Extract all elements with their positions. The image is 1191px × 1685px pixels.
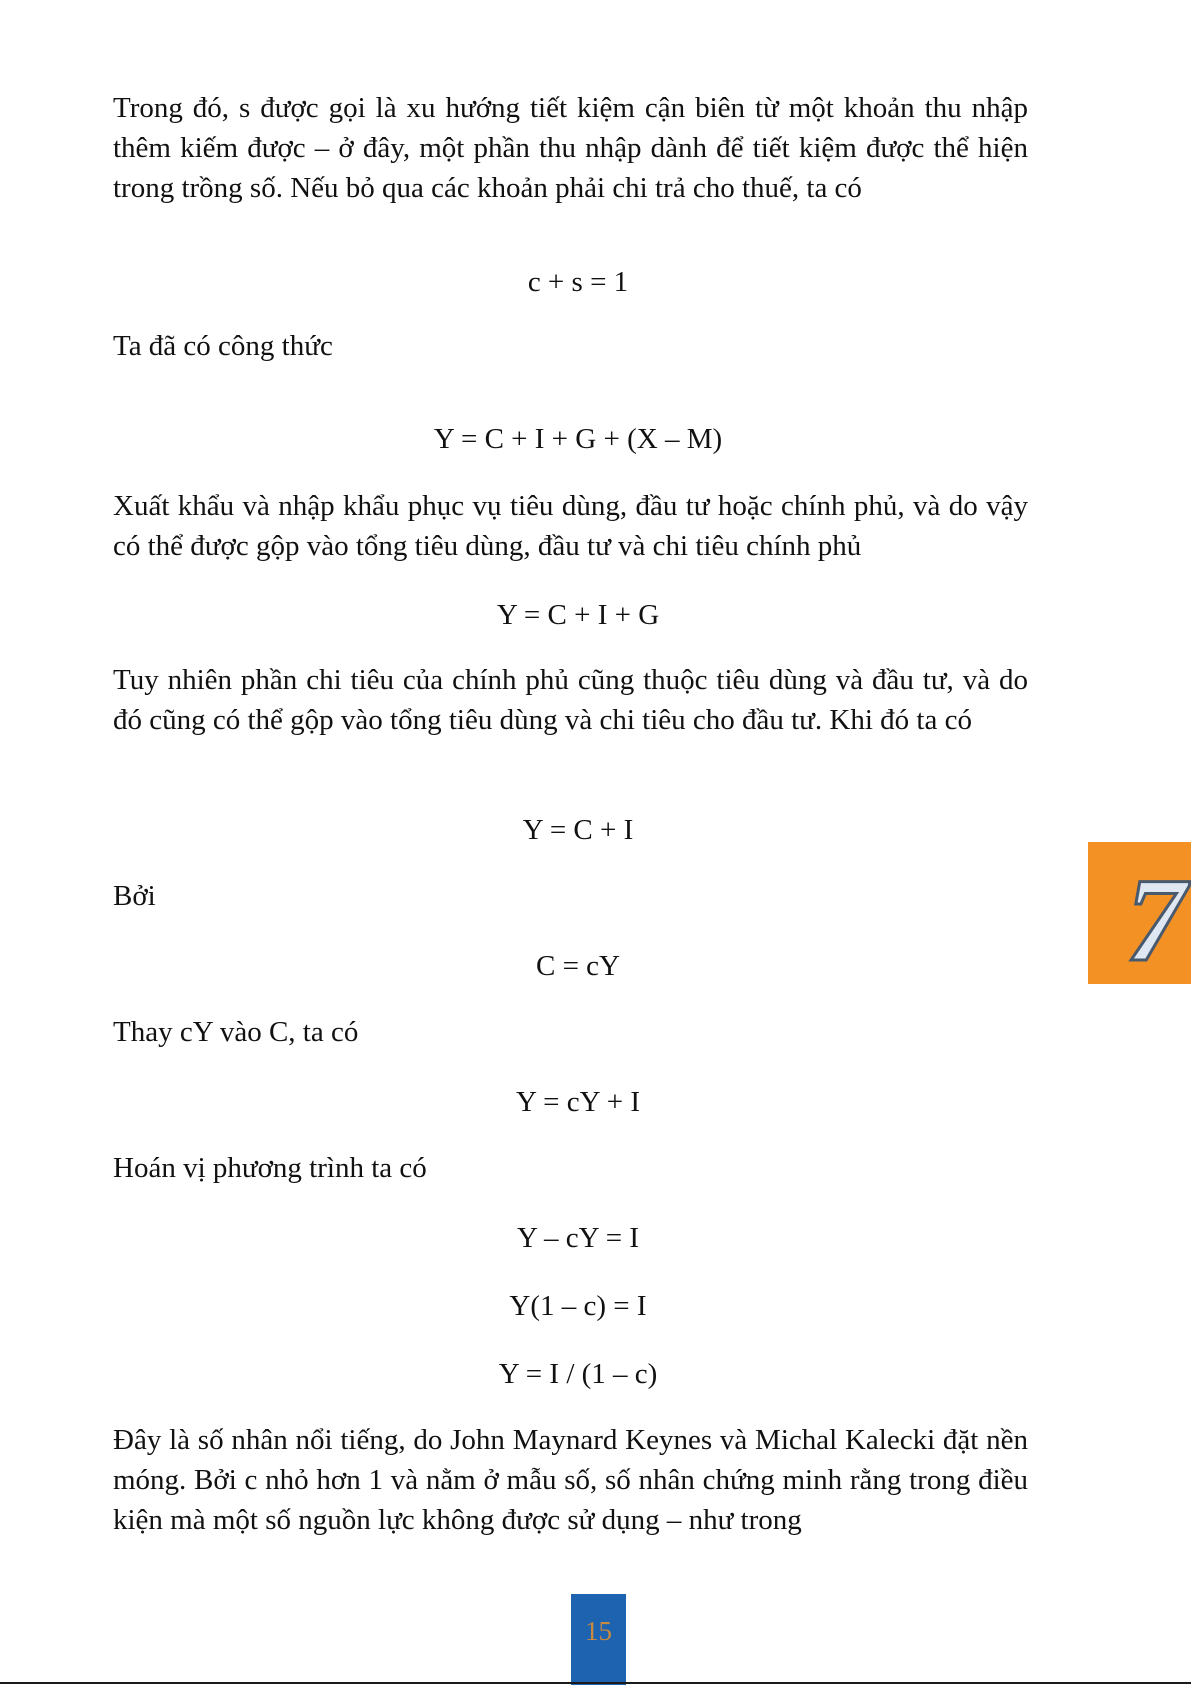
paragraph-because: Bởi [113, 880, 156, 912]
bottom-rule [0, 1682, 1191, 1684]
equation-step-2: Y(1 – c) = I [509, 1290, 647, 1322]
page-number-box [571, 1594, 626, 1685]
equation-consumption: C = cY [535, 950, 620, 982]
equation-gdp-full: Y = C + I + G + (X – M) [433, 423, 723, 455]
equation-step-1: Y – cY = I [516, 1222, 640, 1254]
equation-multiplier: Y = I / (1 – c) [498, 1358, 658, 1390]
paragraph-exports-imports: Xuất khẩu và nhập khẩu phục vụ tiêu dùng, đầu tư hoặc chính phủ, và do vậy có thể được gộp vào tổng tiêu dùng, đầu tư và chi tiêu chính phủ [113, 490, 1028, 562]
chapter-tab [1088, 842, 1191, 984]
equation-gdp-ci: Y = C + I [522, 814, 634, 846]
equation-gdp-cig: Y = C + I + G [496, 599, 660, 631]
paragraph-formula-lead: Ta đã có công thức [113, 330, 333, 362]
page-number: 15 [585, 1616, 612, 1646]
paragraph-multiplier-explanation: Đây là số nhân nổi tiếng, do John Maynard Keynes và Michal Kalecki đặt nền móng. Bởi c nhỏ hơn 1 và nằm ở mẫu số, số nhân chứng minh rằng trong điều kiện mà một số nguồn lực không được sử dụng – như trong [113, 1424, 1028, 1536]
equation-substituted: Y = cY + I [516, 1086, 640, 1118]
equation-c-plus-s: c + s = 1 [527, 266, 629, 298]
paragraph-intro: Trong đó, s được gọi là xu hướng tiết kiệm cận biên từ một khoản thu nhập thêm kiếm được – ở đây, một phần thu nhập dành để tiết kiệm được thể hiện trong trồng số. Nếu bỏ qua các khoản phải chi trả cho thuế, ta có [113, 92, 1028, 204]
chapter-number: 7 [1126, 853, 1186, 984]
paragraph-government-spending: Tuy nhiên phần chi tiêu của chính phủ cũng thuộc tiêu dùng và đầu tư, và do đó cũng có thể gộp vào tổng tiêu dùng và chi tiêu cho đầu tư. Khi đó ta có [113, 664, 1028, 736]
paragraph-substitute: Thay cY vào C, ta có [113, 1016, 359, 1048]
paragraph-rearrange: Hoán vị phương trình ta có [113, 1152, 427, 1184]
